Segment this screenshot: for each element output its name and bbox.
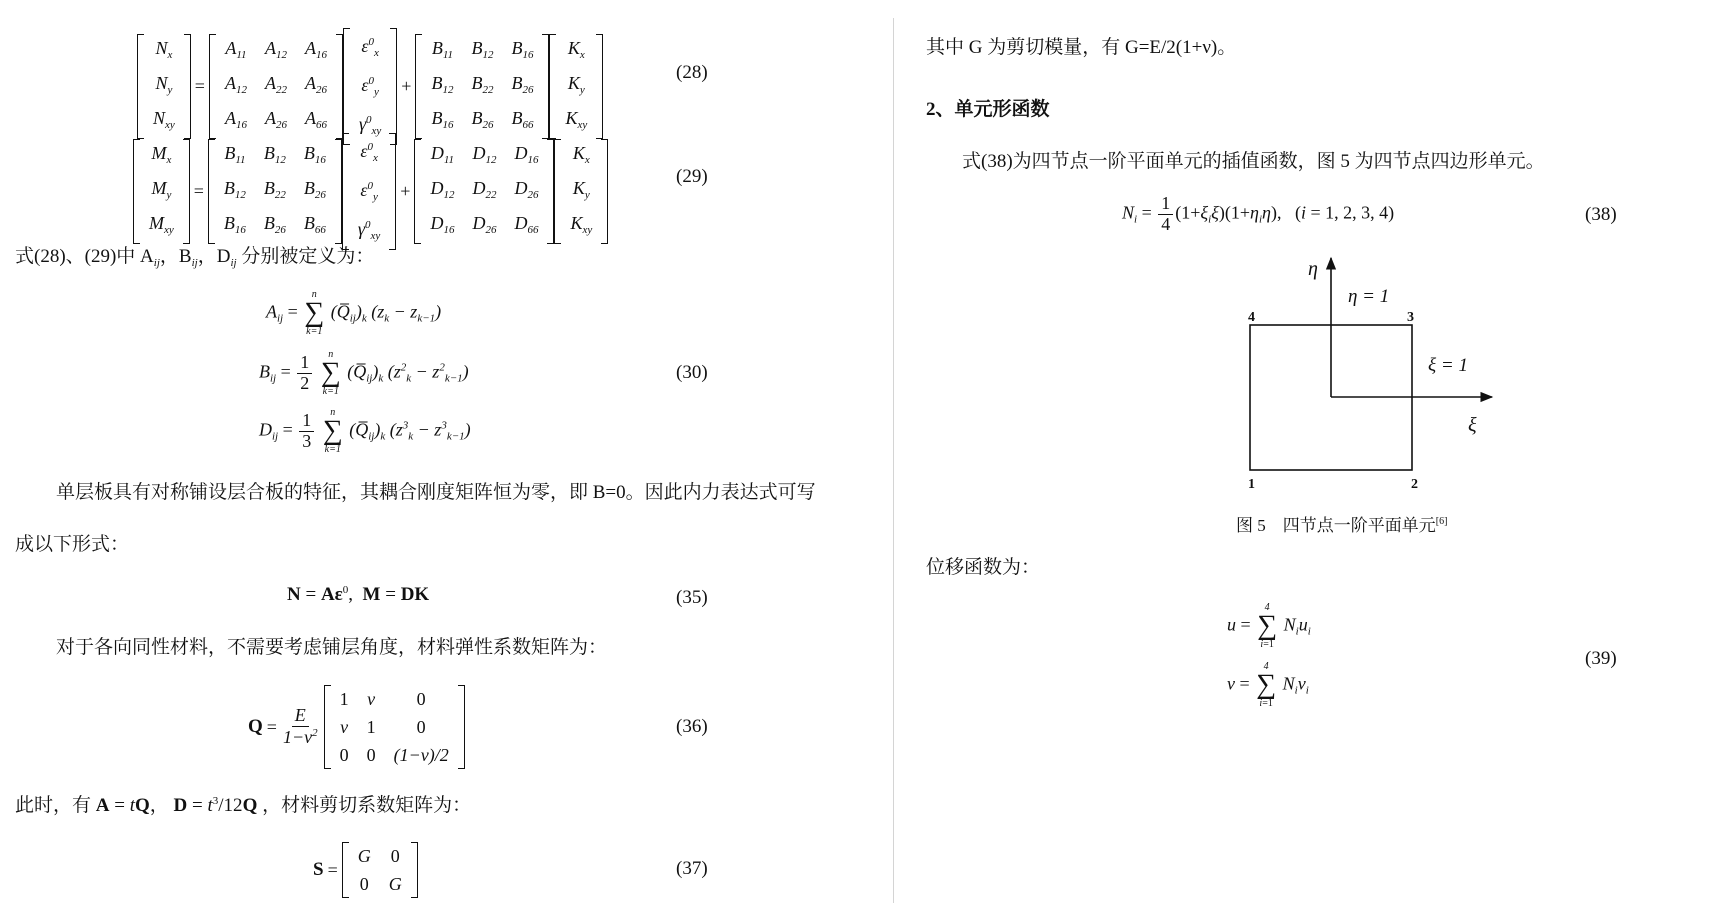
equation-29: $M_x$ $M_y$ $M_{xy}$ = $B_{11}$ $B_{12}$ $B_{16}$ $B_{12}$ $B_{22}$ $B_{26}$ $B_{16}$ $B_{26}$ $B_{66}$ $\varepsilon^0_x$ $\varepsilon^0_y$ $\gamma^0_{xy}$ + $D_{11}$ $D_{12}$ $D_{16}$ $D_{12}$ $D_{22}$ $D_{26}$ $D_{16}$ $D_{26}$ $D_{66}$ $K_x$ $K_y$ $K_{xy}$ [133, 133, 608, 250]
paragraph-text: 式(38)为四节点一阶平面单元的插值函数，图 5 为四节点四边形单元。 [962, 151, 1545, 172]
node-label-4: 4 [1248, 310, 1255, 325]
node-label-3: 3 [1407, 310, 1414, 325]
column-divider [893, 18, 894, 903]
equation-number: (38) [1585, 204, 1617, 225]
shear-modulus-sentence: 其中 G 为剪切模量，有 G=E/2(1+ν)。 [926, 37, 1237, 58]
equation-39-v: v = 4 ∑ i=1 $N_iv_i$ [1227, 661, 1309, 709]
equation-number: (35) [676, 587, 708, 608]
equation-number: (28) [676, 62, 708, 83]
eta-axis-label: η [1308, 258, 1318, 280]
section-heading: 2、单元形函数 [926, 99, 1050, 120]
equation-number: (39) [1585, 648, 1617, 669]
equation-38: $N_i$ = $\frac{1}{4}$ $(1+\xi_i\xi)(1+\eta_i\eta)$, (i = 1, 2, 3, 4) [1122, 193, 1395, 234]
equation-number: (30) [676, 362, 708, 383]
equation-number: (37) [676, 858, 708, 879]
eta-equals-one-label: η = 1 [1348, 286, 1390, 307]
equation-number: (36) [676, 716, 708, 737]
node-label-1: 1 [1248, 477, 1255, 492]
equation-37: S = G 0 0 G [313, 842, 418, 898]
equation-30-a: $A_{ij}$ = n ∑ k=1 $(Q̅_{ij})_k$ $(z_k - z_{k-1})$ [266, 289, 442, 337]
paragraph-text: 单层板具有对称铺设层合板的特征，其耦合刚度矩阵恒为零，即 B=0。因此内力表达式可写 [56, 482, 816, 503]
equation-36: Q = $\frac{E}{1-\nu^2}$ 1 ν 0 ν 1 0 0 0 (1−ν)/2 [248, 685, 465, 769]
equation-30-b: $B_{ij}$ = $\frac{1}{2}$ n ∑ k=1 $(Q̅_{ij})_k$ $(z^2_k - z^2_{k-1})$ [259, 349, 469, 397]
paragraph-text: 成以下形式： [15, 534, 130, 555]
xi-axis-label: ξ [1468, 414, 1477, 436]
paragraph-text: 位移函数为： [926, 557, 1041, 578]
node-label-2: 2 [1411, 477, 1418, 492]
equation-35: $N = A\varepsilon^0$, M = DK [287, 584, 430, 605]
equation-number: (29) [676, 166, 708, 187]
equation-39-u: u = 4 ∑ i=1 $N_iu_i$ [1227, 602, 1311, 650]
equation-28: $N_x$ $N_y$ $N_{xy}$ = $A_{11}$ $A_{12}$ $A_{16}$ $A_{12}$ $A_{22}$ $A_{26}$ $A_{16}$ $A_{26}$ $A_{66}$ $\varepsilon^0_x$ $\varepsilon^0_y$ $\gamma^0_{xy}$ + $B_{11}$ $B_{12}$ $B_{16}$ $B_{12}$ $B_{22}$ $B_{26}$ $B_{16}$ $B_{26}$ $B_{66}$ $K_x$ $K_y$ $K_{xy}$ [137, 28, 603, 145]
paragraph-text: 对于各向同性材料，不需要考虑铺层角度，材料弹性系数矩阵为： [56, 637, 608, 658]
figure-caption: 图 5 四节点一阶平面单元[6] [1236, 516, 1448, 535]
paragraph-text: 此时，有 A = tQ， $D = t^3/12Q$ ，材料剪切系数矩阵为： [15, 795, 472, 816]
equation-30-c: $D_{ij}$ = $\frac{1}{3}$ n ∑ k=1 $(Q̅_{ij})_k$ $(z^3_k - z^3_{k-1})$ [259, 407, 471, 455]
definition-sentence: 式(28)、(29)中 $A_{ij}$，$B_{ij}$，$D_{ij}$ 分别被定义为： [15, 246, 375, 269]
xi-equals-one-label: ξ = 1 [1428, 355, 1468, 376]
